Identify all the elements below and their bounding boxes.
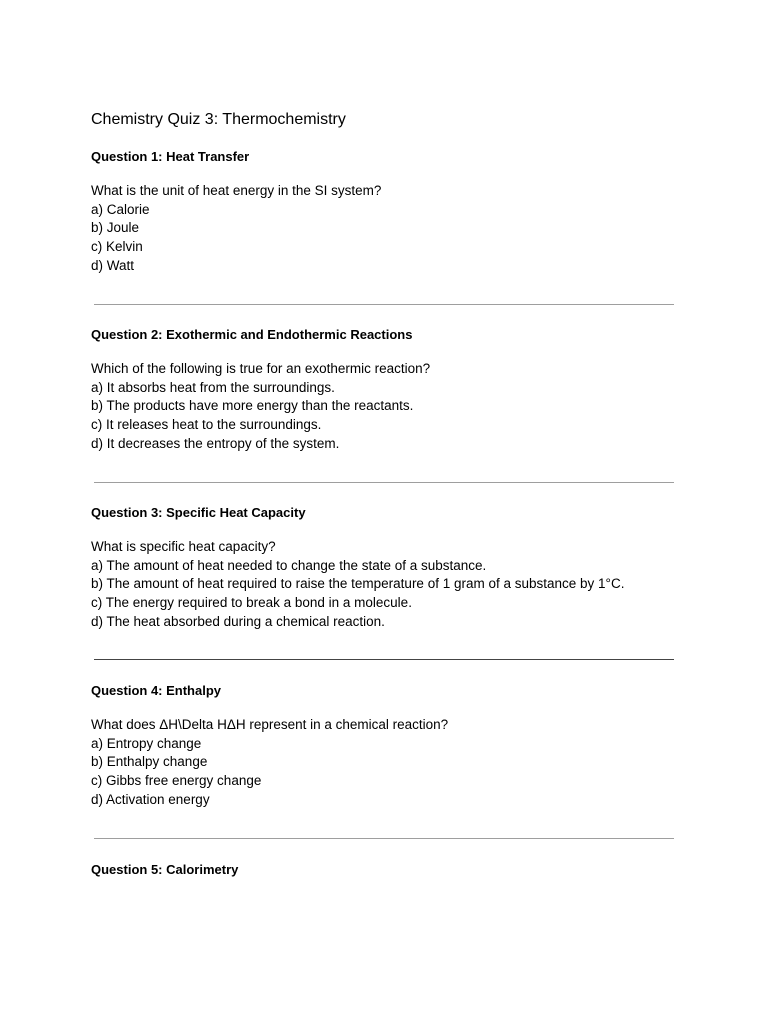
question-2-heading: Question 2: Exothermic and Endothermic Reactions bbox=[91, 327, 413, 342]
question-3-heading: Question 3: Specific Heat Capacity bbox=[91, 505, 306, 520]
question-1-option-d: d) Watt bbox=[91, 257, 135, 273]
question-3-body bbox=[91, 538, 624, 632]
question-4-body bbox=[91, 716, 448, 810]
question-2-body bbox=[91, 360, 430, 454]
question-2-option-d: d) It decreases the entropy of the system. bbox=[91, 435, 340, 451]
question-2-prompt: Which of the following is true for an exothermic reaction? bbox=[91, 361, 431, 376]
question-1-body bbox=[91, 182, 381, 276]
question-1-heading: Question 1: Heat Transfer bbox=[91, 149, 250, 164]
section-divider bbox=[94, 838, 674, 839]
question-3-option-b: b) The amount of heat required to raise the temperature of 1 gram of a substance by 1°C. bbox=[91, 576, 625, 592]
question-4-heading: Question 4: Enthalpy bbox=[91, 683, 222, 698]
question-3-option-a: a) The amount of heat needed to change the state of a substance. bbox=[91, 557, 487, 573]
question-2-option-b: b) The products have more energy than the reactants. bbox=[91, 398, 414, 414]
section-divider bbox=[94, 482, 674, 483]
question-4-option-b: b) Enthalpy change bbox=[91, 754, 208, 770]
question-4-option-a: a) Entropy change bbox=[91, 735, 202, 751]
question-2-option-c: c) It releases heat to the surroundings. bbox=[91, 417, 322, 433]
question-4-option-c: c) Gibbs free energy change bbox=[91, 773, 262, 789]
document-title: Chemistry Quiz 3: Thermochemistry bbox=[91, 111, 346, 128]
question-4-option-d: d) Activation energy bbox=[91, 791, 210, 807]
question-1-prompt: What is the unit of heat energy in the SI system? bbox=[91, 183, 382, 198]
question-1-option-b: b) Joule bbox=[91, 220, 140, 236]
question-3-option-c: c) The energy required to break a bond in a molecule. bbox=[91, 595, 412, 611]
question-2-option-a: a) It absorbs heat from the surroundings. bbox=[91, 379, 335, 395]
section-divider bbox=[94, 304, 674, 305]
question-4-prompt: What does ΔH\Delta HΔH represent in a chemical reaction? bbox=[91, 717, 449, 732]
section-divider bbox=[94, 659, 674, 660]
question-5-heading: Question 5: Calorimetry bbox=[91, 862, 239, 877]
question-3-option-d: d) The heat absorbed during a chemical reaction. bbox=[91, 613, 385, 629]
question-3-prompt: What is specific heat capacity? bbox=[91, 539, 276, 554]
question-1-option-c: c) Kelvin bbox=[91, 239, 143, 255]
question-1-option-a: a) Calorie bbox=[91, 201, 150, 217]
